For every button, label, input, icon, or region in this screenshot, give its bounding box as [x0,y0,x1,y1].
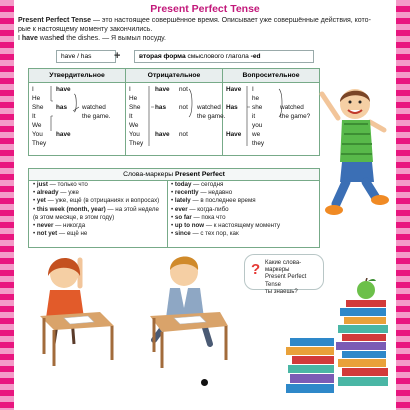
marker-term: this week (month, year) [36,205,106,213]
marker-item [33,214,165,222]
formula-bold: вторая форма [139,53,186,60]
marker-item: • this week (month, year) — на этой неделе [33,205,159,213]
marker-term: recently [174,189,199,197]
pronoun: I [129,86,131,93]
marker-term: since [174,230,191,238]
pronoun: He [32,95,41,102]
formula-have-has [56,50,116,63]
marker-term: not yet [36,230,58,238]
header-negative: Отрицательное [126,69,222,83]
pronoun: She [32,104,44,111]
marker-item: • recently — недавно [171,189,233,197]
formula-mid: смыслового глагола [185,53,251,60]
intro-term: Present Perfect Tense [18,17,92,24]
marker-term: yet [36,197,46,205]
intro-text [18,16,388,43]
pronoun: It [129,113,133,120]
verb-watched: watched [82,104,106,111]
boy-jumping-illustration [318,82,394,232]
markers-divider [167,180,168,247]
aux-have: have [155,131,170,138]
marker-term: so far [174,213,192,221]
marker-translation: — к настоящему моменту [204,222,281,230]
marker-item: • yet — уже, ещё (в отрицаниях и вопросах) [33,197,160,205]
marker-item: • since — с тех пор, как [171,230,239,238]
example-ending: ed [56,35,65,42]
page-bullet-dot [201,379,208,386]
conjugation-table [28,68,320,156]
header-question: Вопросительное [223,69,319,83]
marker-item: • today — сегодня [171,181,224,188]
object-the-game: the game. [197,113,226,120]
formula-left-text: have / has [61,53,92,60]
question-line3: ты знаешь? [265,288,298,295]
pronoun: She [129,104,141,111]
marker-translation: (в этом месяце, в этом году) [33,213,115,221]
pronoun: he [252,95,260,102]
verb-watched: watched [280,104,304,111]
marker-term: up to now [174,222,205,230]
question-text [265,260,321,296]
marker-term: today [174,181,192,188]
markers-heading-bold: Present Perfect [175,171,225,178]
aux-have: have [155,86,170,93]
marker-translation: — в последнее время [190,197,256,205]
marker-item: • up to now — к настоящему моменту [171,222,281,230]
neg-not: not [179,86,188,93]
markers-right-column [171,181,317,238]
intro-line2: рые к настоящему моменту закончились. [18,26,153,33]
pronoun: It [32,113,36,120]
marker-words-box [28,168,320,248]
pronoun: We [129,122,139,129]
intro-example [18,34,388,43]
intro-line1: — это настоящее совершённое время. Описывает уже совершённые действия, кото- [91,17,371,24]
marker-term: just [36,181,48,188]
pronoun: we [252,131,261,138]
neg-not: not [179,131,188,138]
aux-have-q: Have [226,86,242,93]
neg-not: not [179,104,188,111]
marker-translation: — только что [47,181,88,188]
marker-translation: — недавно [198,189,233,197]
pronoun: she [252,104,263,111]
marker-translation: — уже, ещё (в отрицаниях и вопросах) [45,197,160,205]
markers-left-column [33,181,165,238]
example-verb: wash [37,35,57,42]
marker-item: • already — уже [33,189,79,197]
pronoun: They [129,140,144,147]
right-border-strip [396,0,410,410]
marker-item: • ever — когда-либо [171,205,229,213]
aux-has: has [56,104,68,111]
marker-translation: — когда-либо [187,205,229,213]
marker-term: never [36,222,54,230]
aux-have: have [56,131,71,138]
pronoun: I [32,86,34,93]
formula-verb-form [134,50,314,63]
question-line2: Present Perfect Tense [265,274,307,288]
question-mark-icon: ? [251,261,261,278]
pronoun: You [32,131,43,138]
marker-item: • not yet — ещё не [33,230,88,238]
worksheet [14,0,396,410]
pronoun: I [252,86,254,93]
object-the-game-q: the game? [280,113,311,120]
pronoun: You [129,131,140,138]
marker-item: • lately — в последнее время [171,197,256,205]
aux-have: have [56,86,71,93]
aux-have-q: Have [226,131,242,138]
aux-has: has [155,104,167,111]
formula-plus: + [114,50,121,62]
marker-translation: — с тех пор, как [190,230,239,238]
marker-translation: — сегодня [191,181,224,188]
object-the-game: the game. [82,113,111,120]
page-title: Present Perfect Tense [150,3,260,15]
marker-term: ever [174,205,188,213]
header-affirmative: Утвердительное [29,69,125,83]
classroom-illustration [24,248,234,378]
verb-watched: watched [197,104,221,111]
marker-translation: — ещё не [57,230,88,238]
markers-heading-prefix: Слова-маркеры [123,171,176,178]
left-border-strip [0,0,14,410]
aux-has-q: Has [226,104,238,111]
pronoun: He [129,95,138,102]
pronoun: They [32,140,47,147]
formula-ending: -ed [250,53,261,60]
marker-translation: — пока что [191,213,226,221]
marker-translation: — никогда [53,222,86,230]
pronoun: they [252,140,265,147]
marker-term: lately [174,197,191,205]
marker-item: • just — только что [33,181,88,188]
pronoun: We [32,122,42,129]
pronoun: it [252,113,256,120]
book-stack-illustration [332,278,392,396]
question-line1: Какие слова-маркеры [265,260,302,274]
table-brackets [29,69,319,155]
example-rest: the dishes. — Я вымыл посуду. [64,35,166,42]
marker-translation: — на этой неделе [105,205,159,213]
marker-item: • so far — пока что [171,213,226,221]
pronoun: you [252,122,263,129]
example-subject: I [18,35,22,42]
marker-item: • never — никогда [33,222,86,230]
marker-translation: — уже [58,189,79,197]
second-book-stack-illustration [284,334,338,396]
question-bubble [244,254,324,295]
marker-term: already [36,189,59,197]
example-have: have [21,35,38,42]
markers-heading [29,169,319,181]
